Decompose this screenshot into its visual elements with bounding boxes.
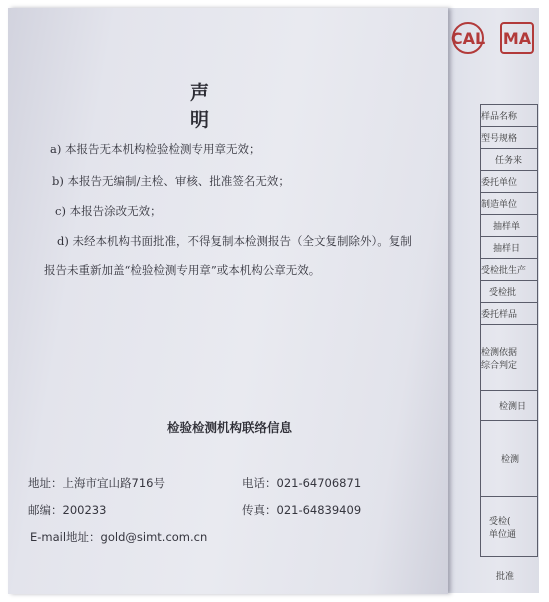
approve-label: 批准 — [496, 572, 515, 582]
table-row: 样品名称 — [481, 105, 538, 127]
clause-d: d) 未经本机构书面批准，不得复制本检测报告（全文复制除外）。复制 — [57, 234, 412, 248]
table-row: 检测依据 综合判定 — [481, 325, 538, 391]
table-row: 检测日 — [481, 391, 538, 421]
report-info-table — [480, 104, 538, 557]
address-text: 地址：上海市宜山路716号 — [28, 476, 165, 490]
table-row: 委托样品 — [481, 303, 538, 325]
cma-logo: MA — [500, 22, 534, 54]
table-row: 型号规格 — [481, 127, 538, 149]
clause-b: b) 本报告无编制/主检、审核、批准签名无效； — [52, 174, 290, 188]
email-text: E-mail地址：gold@simt.com.cn — [30, 530, 208, 544]
table-row: 抽样单 — [481, 215, 538, 237]
phone-text: 电话：021-64706871 — [242, 476, 362, 490]
table-row: 受检批 — [481, 281, 538, 303]
table-row: 制造单位 — [481, 193, 538, 215]
postcode-text: 邮编：200233 — [28, 503, 107, 517]
table-row: 检测 — [481, 421, 538, 497]
table-row: 受检批生产 — [481, 259, 538, 281]
contact-heading: 检验检测机构联络信息 — [167, 420, 293, 435]
table-row: 抽样日 — [481, 237, 538, 259]
table-row: 委托单位 — [481, 171, 538, 193]
table-row: 任务来 — [481, 149, 538, 171]
clause-a: a) 本报告无本机构检验检测专用章无效； — [50, 142, 261, 156]
table-row: 受检( 单位通 — [481, 497, 538, 557]
statement-title: 声 明 — [190, 82, 252, 131]
fax-text: 传真：021-64839409 — [242, 503, 362, 517]
clause-c: c) 本报告涂改无效； — [55, 204, 162, 218]
cal-logo: CAL — [452, 22, 484, 54]
clause-d-continued: 报告未重新加盖“检验检测专用章”或本机构公章无效。 — [44, 263, 321, 277]
